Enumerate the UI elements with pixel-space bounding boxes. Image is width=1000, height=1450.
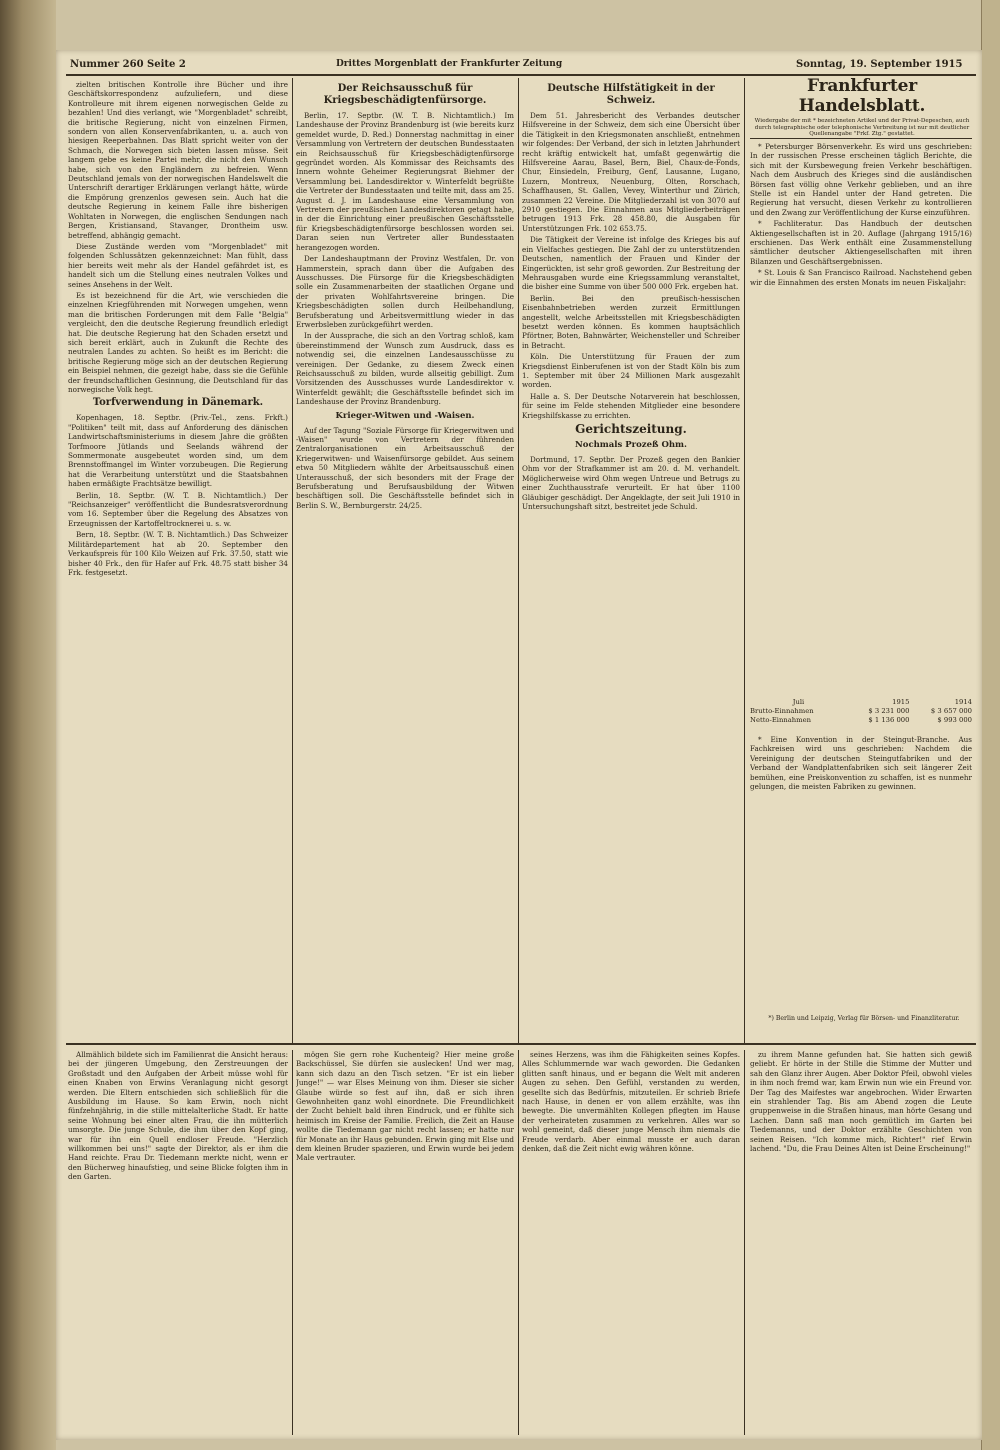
column-4-lower: [750, 735, 972, 1010]
article-text: Die Tätigkeit der Vereine ist infolge des Krieges bis auf ein Vielfaches gestiegen. Die Zahl der zu unterstützenden Deutschen, namentlich der Frauen und Kinder der Eingerückten, ist sehr groß geworden. Zur Bestreitung der Mehrausgaben wurde eine Kriegssammlung veranstaltet, die bisher eine Summe von über 500 000 Frk. ergeben hat.: [522, 235, 740, 292]
header-page-number: Nummer 260 Seite 2: [70, 59, 186, 70]
article-text: * Petersburger Börsenverkehr. Es wird uns geschrieben: In der russischen Presse erscheinen täglich Berichte, die sich mit der Kursbewegung freien Verkehr beschäftigen. Nach dem Ausbruch des Krieges sind die ausländischen Börsen fast völlig ohne Verkehr geblieben, und an ihre Stelle ist ein Handel unter der Hand getreten. Die Regierung hat versucht, diesen Verkehr zu kontrollieren und den Zwang zur Veröffentlichung der Kurse einzuführen.: [750, 142, 972, 217]
article-headline: Deutsche Hilfstätigkeit in der Schweiz.: [547, 83, 715, 106]
story-text: Allmählich bildete sich im Familienrat die Ansicht heraus: bei der jüngeren Umgebung, den Zerstreuungen der Großstadt und den Aufgaben der Arbeit müsse wohl für einen Knaben von Erwins Veranlagung nicht gesorgt werden. Die Eltern entschieden sich schließlich für die Ausbildung im Hause. So kam Erwin, noch nicht fünfzehnjährig, in die stille mittelalterliche Stadt. Er hatte seine Wohnung bei einer alten Frau, die ihn mütterlich umsorgte. Die junge Schule, die ihm über den Kopf ging, war für ihn ein Quell endloser Freude. "Herzlich willkommen bei uns!" sagte der Direktor, als er ihm die Hand reichte. Frau Dr. Tiedemann merkte nicht, wenn er den Bücherweg hinaufstieg, und seine Blicke folgten ihm in den Garten.: [68, 1050, 288, 1182]
article-text: * Eine Konvention in der Steingut-Branche. Aus Fachkreisen wird uns geschrieben: Nachdem die Vereinigung der deutschen Steingutfabriken und der Verband der Wandplattenfabriken sich seit längerer Zeit bemühen, eine Preiskonvention zu schaffen, ist es nunmehr gelungen, die meisten Fabriken zu gewinnen.: [750, 735, 972, 792]
reproduction-notice: Wiedergabe der mit * bezeichneten Artikel und der Privat-Depeschen, auch durch telegraphische oder telephonische Verbreitung ist nur mit deutlicher Quellenangabe "Frkf. Ztg." gestattet.: [754, 118, 970, 138]
story-text: mögen Sie gern rohe Kuchenteig? Hier meine große Backschüssel, Sie dürfen sie auslecken! Und wer mag, kann sich dazu an den Tisch setzen. "Er ist ein lieber Junge!" — war Elses Meinung von ihm. Dieser sie sicher Glaube würde so fest auf ihn, daß er sich ihren Gewohnheiten ganz wohl einordnete. Die Freundlichkeit der Zucht behielt bald ihren Eindruck, und er fühlte sich heimisch im Kreise der Familie. Freilich, die Zeit an Hause wollte die Tiedemann gar nicht recht lassen; er hatte nur für Monate an ihr Haus gebunden. Erwin ging mit Else und dem kleinen Bruder spazieren, und Erwin wurde bei jedem Male vertrauter.: [296, 1050, 514, 1163]
feuilleton-rule: [66, 1043, 976, 1045]
article-headline: Gerichtszeitung.: [575, 422, 687, 436]
article-text: * Fachliteratur. Das Handbuch der deutschen Aktiengesellschaften ist in 20. Auflage (Jahrgang 1915/16) erschienen. Das Werk enthält eine Zusammenstellung sämtlicher deutscher Aktiengesellschaften mit ihren Bilanzen und Geschäftsergebnissen.: [750, 219, 972, 266]
table-cell: $ 993 000: [937, 716, 972, 724]
article-text: In der Aussprache, die sich an den Vortrag schloß, kam übereinstimmend der Wunsch zum Ausdruck, dass es notwendig sei, die einzelnen Landesausschüsse zu vereinigen. Der Gedanke, zu diesem Zweck einen Reichsausschuß zu bilden, wurde allseitig gebilligt. Zum Vorsitzenden des Ausschusses wurde Landesdirektor v. Winterfeldt gewählt; die Geschäftsstelle befindet sich im Landeshause der Provinz Brandenburg.: [296, 331, 514, 407]
table-header-year: 1915: [892, 698, 910, 706]
article-text: Bern, 18. Septbr. (W. T. B. Nichtamtlich.) Das Schweizer Militärdepartement hat ab 20. September den Verkaufspreis für 100 Kilo Weizen auf Frk. 37.50, statt wie bisher 40 Frk., den für Hafer auf Frk. 48.75 statt bisher 34 Frk. festgesetzt.: [68, 530, 288, 577]
article-text: zielten britischen Kontrolle ihre Bücher und ihre Geschäftskorrespondenz aufzuliefern, und diese Kontrolleure mit ihrem eigenen norwegischen Gelde zu bezahlen! Und dies verlangt, wie "Morgenbladet" schreibt, die britische Regierung, nicht von einzelnen Firmen, sondern von allen Konservenfabrikanten, u. a. auch von hiesigen Reeperbahnen. Das Blatt spricht weiter von der Schmach, die Norwegen sich bieten lassen müsse. Seit langem gebe es keine Partei mehr, die nicht den Wunsch habe, sich von den Engländern zu befreien. Wenn Deutschland jemals von der norwegischen Handelswelt die Unterschrift derartiger Erklärungen verlangt hätte, würde die Empörung grenzenlos gewesen sein. Auch hat die deutsche Regierung in keinem Falle ihre bisherigen Wohltaten in Norwegen, die englischen Sendungen nach Bergen, Kristiansand, Stavanger, Drontheim usw. betreffend, abhängig gemacht.: [68, 80, 288, 240]
railroad-earnings-table: [750, 698, 972, 725]
feuilleton-column-2: [296, 1050, 514, 1435]
table-header-month: Juli: [792, 698, 805, 706]
page-edge: [981, 0, 1000, 1450]
masthead-rule: [750, 138, 972, 139]
article-text: Kopenhagen, 18. Septbr. (Priv.-Tel., zens. Frkft.) "Politiken" teilt mit, dass auf Anforderung des dänischen Landwirtschaftsministeriums in diesem Jahre die größten Torfmoore Jütlands und Seelands während der Sommermonate ausgebeutet worden sind, um dem Brennstoffmangel im Winter vorzubeugen. Die Regierung hat die Verarbeitung unterstützt und die Staatsbahnen haben ermäßigte Frachtsätze bewilligt.: [68, 413, 288, 489]
article-headline: Krieger-Witwen und -Waisen.: [335, 410, 475, 421]
footnote: *) Berlin und Leipzig, Verlag für Börsen- und Finanzliteratur.: [768, 1015, 960, 1022]
column-rule: [292, 78, 293, 1043]
article-text: Berlin, 17. Septbr. (W. T. B. Nichtamtlich.) Im Landeshause der Provinz Brandenburg ist (wie bereits kurz gemeldet wurde, D. Red.) Donnerstag nachmittag in einer Versammlung von Vertretern der deutschen Bundesstaaten ein Reichsausschuß für Kriegsbeschädigtenfürsorge gegründet worden. Als Kommissar des Reichsamts des Innern wohnte Geheimer Regierungsrat Biehmer der Versammlung bei. Landesdirektor v. Winterfeldt begrüßte die Vertreter der Bundesstaaten und teilte mit, dass am 25. August d. J. im Landeshause eine Versammlung von Vertretern der preußischen Landesdirektoren getagt habe, in der die Einrichtung einer preußischen Geschäftsstelle für Kriegsbeschädigtenfürsorge beschlossen worden sei. Daran seien nun Vertreter aller Bundesstaaten herangezogen worden.: [296, 111, 514, 252]
article-text: Diese Zustände werden vom "Morgenbladet" mit folgenden Schlussätzen gekennzeichnet: Man fühlt, dass hier bereits weit mehr als der Handel gefährdet ist, es handelt sich um die Stellung eines neutralen Volkes und seines Ansehens in der Welt.: [68, 241, 288, 289]
table-header-year: 1914: [954, 698, 972, 706]
column-3: [522, 80, 740, 1040]
article-text: Der Landeshauptmann der Provinz Westfalen, Dr. von Hammerstein, sprach dann über die Aufgaben des Ausschusses. Die Fürsorge für die Kriegsbeschädigten solle ein Zusammenarbeiten der staatlichen Organe und der privaten Wohlfahrtsvereine bringen. Die Kriegsbeschädigten sollen durch Heilbehandlung, Berufsberatung und Arbeitsvermittlung wieder in das Erwerbsleben zurückgeführt werden.: [296, 254, 514, 329]
article-text: Auf der Tagung "Soziale Fürsorge für Kriegerwitwen und -Waisen" wurde von Vertretern der führenden Zentralorganisationen ein Arbeitsausschuß der Kriegerwitwen- und Waisenfürsorge gebildet. Aus seinem etwa 50 Mitgliedern wählte der Arbeitsausschuß einen Unterausschuß, der sich besonders mit der Frage der Berufsberatung und Berufsausbildung der Witwen beschäftigen soll. Die Geschäftsstelle befindet sich in Berlin S. W., Bernburgerstr. 24/25.: [296, 425, 514, 510]
column-rule: [744, 78, 745, 1043]
article-text: Halle a. S. Der Deutsche Notarverein hat beschlossen, für seine im Felde stehenden Mitglieder eine besondere Kriegshilfskasse zu errichten.: [522, 391, 740, 420]
header-edition: Drittes Morgenblatt der Frankfurter Zeitung: [336, 59, 563, 69]
column-4-upper: [750, 142, 972, 690]
article-headline: Torfverwendung in Dänemark.: [92, 397, 264, 409]
article-text: * St. Louis & San Francisco Railroad. Nachstehend geben wir die Einnahmen des ersten Monats im neuen Fiskaljahr:: [750, 268, 972, 287]
article-text: Dem 51. Jahresbericht des Verbandes deutscher Hilfsvereine in der Schweiz, dem sich eine Übersicht über die Tätigkeit in den Kriegsmonaten anschließt, entnehmen wir folgendes: Der Verband, der sich in letzten Jahrhundert recht kräftig entwickelt hat, umfaßt gegenwärtig die Hilfsvereine Aarau, Basel, Bern, Biel, Chaux-de-Fonds, Chur, Einsiedeln, Freiburg, Genf, Lausanne, Lugano, Luzern, Montreux, Neuenburg, Olten, Rorschach, Schaffhausen, St. Gallen, Vevey, Winterthur und Zürich, zusammen 22 Vereine. Die Mitgliederzahl ist von 3070 auf 2910 gestiegen. Die Einnahmen aus Mitgliederbeiträgen betrugen 1913 Frk. 28 458.80, die Ausgaben für Unterstützungen Frk. 102 653.75.: [522, 111, 740, 233]
table-row-label: Netto-Einnahmen: [750, 716, 811, 724]
table-row-label: Brutto-Einnahmen: [750, 707, 814, 715]
column-rule: [518, 1050, 519, 1435]
article-text: Köln. Die Unterstützung für Frauen der zum Kriegsdienst Einberufenen ist von der Stadt Köln bis zum 1. September mit über 24 Millionen Mark ausgezahlt worden.: [522, 352, 740, 390]
column-rule: [518, 78, 519, 1043]
feuilleton-column-3: [522, 1050, 740, 1435]
feuilleton-column-4: [750, 1050, 972, 1435]
column-1: [68, 80, 288, 1040]
handelsblatt-masthead: [748, 76, 976, 138]
article-headline: Der Reichsausschuß für Kriegsbeschädigtenfürsorge.: [323, 83, 487, 106]
table-cell: $ 3 231 000: [868, 707, 910, 715]
article-subheadline: Nochmals Prozeß Ohm.: [575, 440, 687, 450]
story-text: zu ihrem Manne gefunden hat. Sie hatten sich gewiß geliebt. Er hörte in der Stille die Stimme der Mutter und sah den Glanz ihrer Augen. Aber Doktor Pfeil, obwohl vieles in ihm noch fremd war, kam Erwin nun wie ein Freund vor. Der Tag des Maifestes war angebrochen. Wider Erwarten ein strahlender Tag. Bis am Abend zogen die Leute gruppenweise in die Straßen hinaus, man hörte Gesang und Lachen. Dann saß man noch gemütlich im Garten bei Tiedemanns, und der Doktor erzählte Geschichten von seinen Reisen. "Ich komme mich, Richter!" rief Erwin lachend. "Du, die Frau Deines Alten ist Deine Erscheinung!": [750, 1050, 972, 1154]
article-text: Dortmund, 17. Septbr. Der Prozeß gegen den Bankier Ohm vor der Strafkammer ist am 20. d. M. verhandelt. Möglicherweise wird Ohm wegen Untreue und Betrugs zu einer Zuchthausstrafe verurteilt. Er hat über 1100 Gläubiger geschädigt. Der Angeklagte, der seit Juli 1910 in Untersuchungshaft sitzt, bestreitet jede Schuld.: [522, 455, 740, 512]
column-rule: [744, 1050, 745, 1435]
page-header: [66, 56, 976, 76]
book-binding-shadow: [0, 0, 56, 1450]
story-text: seines Herzens, was ihm die Fähigkeiten seines Kopfes. Alles Schlummernde war wach geworden. Die Gedanken glitten sanft hinaus, und er begann die Welt mit anderen Augen zu sehen. Den Gefühl, verstanden zu werden, gesellte sich das Bedürfnis, mitzuteilen. Er schrieb Briefe nach Hause, in denen er von allem erzählte, was ihn bewegte. Die unvermählten Kollegen pflegten im Hause der verheirateten zusammen zu verkehren. Alles war so wohl gemeint, daß dieser junge Mensch ihm niemals die Freude verdarb. Aber einmal musste er auch daran denken, daß die Zeit nicht ewig währen könne.: [522, 1050, 740, 1154]
table-cell: $ 3 657 000: [930, 707, 972, 715]
header-date: Sonntag, 19. September 1915: [796, 59, 963, 70]
column-rule: [292, 1050, 293, 1435]
table-cell: $ 1 136 000: [868, 716, 910, 724]
handelsblatt-title: Frankfurter Handelsblatt.: [798, 76, 926, 116]
article-text: Es ist bezeichnend für die Art, wie verschieden die einzelnen Kriegführenden mit Norwegen umgehen, wenn man die britischen Forderungen mit dem Falle "Belgia" vergleicht, den die deutsche Regierung freundlich erledigt hat. Die deutsche Regierung hat den Schaden ersetzt und sich bereit erklärt, auch in Zukunft die Rechte des neutralen Landes zu achten. So heißt es im Bericht: die britische Regierung möge sich an der deutschen Regierung ein Beispiel nehmen, die gezeigt habe, dass sie die Gefühle der freundschaftlichen Gesinnung, die Deutschland für das norwegische Volk hegt.: [68, 290, 288, 394]
article-text: Berlin, 18. Septbr. (W. T. B. Nichtamtlich.) Der "Reichsanzeiger" veröffentlicht die Bundesratsverordnung vom 16. September über die Regelung des Absatzes von Erzeugnissen der Kartoffeltrocknerei u. s. w.: [68, 490, 288, 528]
feuilleton-column-1: [68, 1050, 288, 1435]
article-text: Berlin. Bei den preußisch-hessischen Eisenbahnbetrieben werden zurzeit Ermittlungen angestellt, welche Arbeitsstellen mit Kriegsbeschädigten besetzt werden können. Es kommen hauptsächlich Pförtner, Boten, Bahnwärter, Weichensteller und Schreiber in Betracht.: [522, 293, 740, 350]
column-2: [296, 80, 514, 1040]
